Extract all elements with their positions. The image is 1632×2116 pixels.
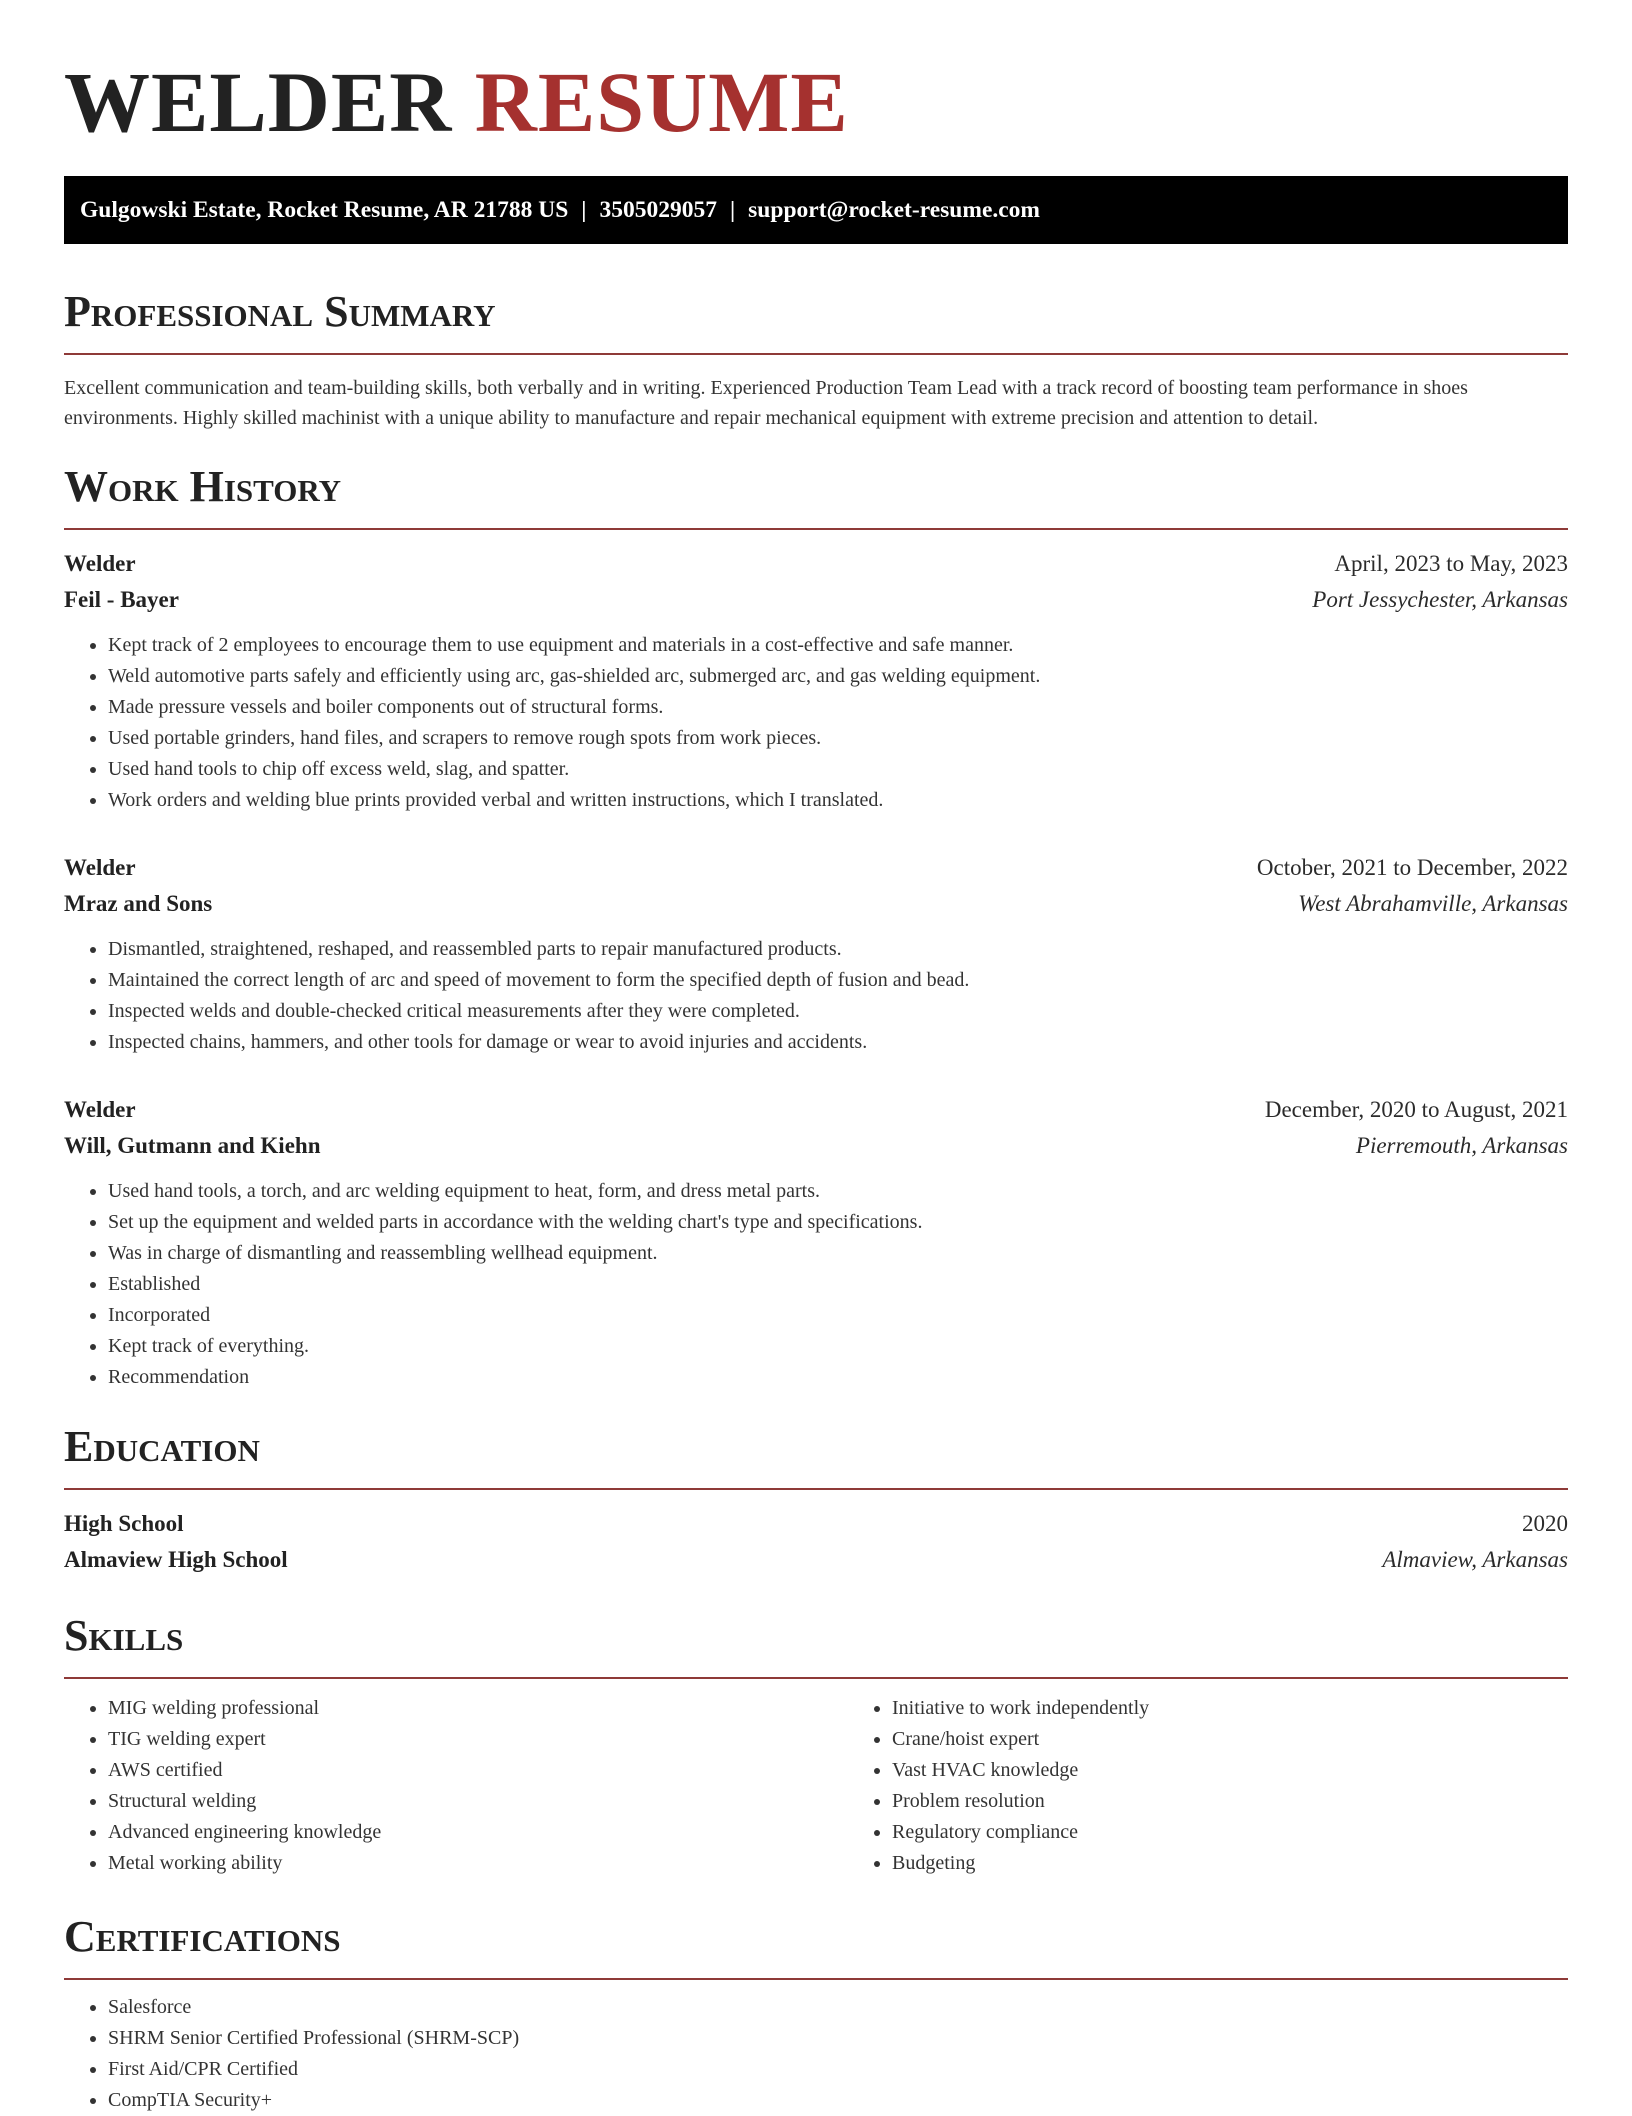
job-duty: • Used hand tools to chip off excess weld, slag, and spatter. — [108, 754, 1568, 785]
certification-item: • SHRM Senior Certified Professional (SHRM-SCP) — [108, 2023, 1568, 2054]
section-heading-skills: Skills — [64, 1611, 184, 1660]
job-company-row — [64, 582, 1568, 618]
section-heading-education: Education — [64, 1422, 260, 1471]
job-duty: • Established — [108, 1269, 1568, 1300]
skill-item: • Advanced engineering knowledge — [108, 1817, 848, 1848]
job-duty: • Kept track of everything. — [108, 1331, 1568, 1362]
education-degree-row — [64, 1506, 1568, 1542]
skill-item: • TIG welding expert — [108, 1724, 848, 1755]
job-duty: • Made pressure vessels and boiler components out of structural forms. — [108, 692, 1568, 723]
job-duty: • Dismantled, straightened, reshaped, and reassembled parts to repair manufactured products. — [108, 934, 1568, 965]
section-divider — [64, 1488, 1568, 1490]
certification-item: • First Aid/CPR Certified — [108, 2054, 1568, 2085]
job-title: Welder — [64, 855, 136, 880]
skill-item: • Regulatory compliance — [892, 1817, 1568, 1848]
job-header-row — [64, 546, 1568, 582]
job-duty: • Set up the equipment and welded parts in accordance with the welding chart's type and specifications. — [108, 1207, 1568, 1238]
certification-item: • Salesforce — [108, 1992, 1568, 2023]
skill-item: • AWS certified — [108, 1755, 848, 1786]
professional-summary-section — [64, 284, 1568, 433]
resume-title — [64, 52, 1568, 152]
section-heading-work: Work History — [64, 462, 342, 511]
education-degree: High School — [64, 1511, 184, 1536]
job-duty: • Recommendation — [108, 1362, 1568, 1393]
skill-item: • Vast HVAC knowledge — [892, 1755, 1568, 1786]
job-title: Welder — [64, 551, 136, 576]
skills-section — [64, 1608, 1568, 1879]
education-school: Almaview High School — [64, 1547, 288, 1572]
job-duties — [64, 630, 1568, 816]
skill-item: • Crane/hoist expert — [892, 1724, 1568, 1755]
education-section — [64, 1419, 1568, 1578]
job-location: Pierremouth, Arkansas — [1355, 1133, 1568, 1158]
job-duty: • Was in charge of dismantling and reassembling wellhead equipment. — [108, 1238, 1568, 1269]
title-main: WELDER — [64, 54, 453, 150]
section-divider — [64, 1978, 1568, 1980]
job-company-row — [64, 886, 1568, 922]
job-company: Will, Gutmann and Kiehn — [64, 1133, 321, 1158]
job-duties — [64, 1176, 1568, 1393]
skill-item: • Problem resolution — [892, 1786, 1568, 1817]
job-entry — [64, 850, 1568, 1058]
education-entry — [64, 1506, 1568, 1578]
job-location: West Abrahamville, Arkansas — [1298, 891, 1568, 916]
summary-text: Excellent communication and team-building skills, both verbally and in writing. Experienced Production Team Lead with a track record of boosting team performance in shoes environments. Highly skilled machinist with a unique ability to manufacture and repair mechanical equipment with extreme precision and attention to detail. — [64, 377, 1468, 429]
certifications-section — [64, 1909, 1568, 2116]
job-duty: • Kept track of 2 employees to encourage them to use equipment and materials in a cost-effective and safe manner. — [108, 630, 1568, 661]
skills-columns — [64, 1693, 1568, 1879]
skill-item: • Metal working ability — [108, 1848, 848, 1879]
skills-list-right — [848, 1693, 1568, 1879]
skill-item: • Initiative to work independently — [892, 1693, 1568, 1724]
skills-list-left — [64, 1693, 848, 1879]
education-location: Almaview, Arkansas — [1382, 1547, 1568, 1572]
contact-phone: 3505029057 — [599, 197, 717, 223]
contact-address: Gulgowski Estate, Rocket Resume, AR 21788 US — [80, 197, 569, 223]
section-divider — [64, 528, 1568, 530]
job-duty: • Inspected chains, hammers, and other tools for damage or wear to avoid injuries and accidents. — [108, 1027, 1568, 1058]
job-location: Port Jessychester, Arkansas — [1312, 587, 1568, 612]
education-year: 2020 — [1522, 1511, 1568, 1536]
skill-item: • Budgeting — [892, 1848, 1568, 1879]
contact-bar — [64, 176, 1568, 244]
job-dates: October, 2021 to December, 2022 — [1256, 855, 1568, 880]
job-entry — [64, 1092, 1568, 1393]
job-dates: April, 2023 to May, 2023 — [1334, 551, 1568, 576]
section-divider — [64, 1677, 1568, 1679]
contact-separator: | — [581, 197, 587, 223]
work-history-section — [64, 459, 1568, 1393]
job-duty: • Inspected welds and double-checked critical measurements after they were completed. — [108, 996, 1568, 1027]
education-school-row — [64, 1542, 1568, 1578]
job-company: Feil - Bayer — [64, 587, 179, 612]
job-company-row — [64, 1128, 1568, 1164]
contact-email: support@rocket-resume.com — [748, 197, 1041, 223]
job-duty: • Incorporated — [108, 1300, 1568, 1331]
job-duty: • Weld automotive parts safely and efficiently using arc, gas-shielded arc, submerged arc, and gas welding equipment. — [108, 661, 1568, 692]
section-divider — [64, 353, 1568, 355]
job-dates: December, 2020 to August, 2021 — [1264, 1097, 1568, 1122]
certification-item: • CompTIA Security+ — [108, 2085, 1568, 2116]
certifications-list — [64, 1992, 1568, 2116]
job-duties — [64, 934, 1568, 1058]
contact-separator: | — [729, 197, 736, 223]
title-accent: RESUME — [474, 54, 849, 150]
section-heading-summary: Professional Summary — [64, 287, 496, 336]
job-duty: • Used portable grinders, hand files, and scrapers to remove rough spots from work pieces. — [108, 723, 1568, 754]
job-duty: • Used hand tools, a torch, and arc welding equipment to heat, form, and dress metal parts. — [108, 1176, 1568, 1207]
job-duty: • Maintained the correct length of arc and speed of movement to form the specified depth of fusion and bead. — [108, 965, 1568, 996]
job-header-row — [64, 1092, 1568, 1128]
job-entry — [64, 546, 1568, 816]
section-heading-certifications: Certifications — [64, 1912, 341, 1961]
job-company: Mraz and Sons — [64, 891, 213, 916]
job-title: Welder — [64, 1097, 136, 1122]
job-header-row — [64, 850, 1568, 886]
skill-item: • Structural welding — [108, 1786, 848, 1817]
skill-item: • MIG welding professional — [108, 1693, 848, 1724]
job-duty: • Work orders and welding blue prints provided verbal and written instructions, which I translated. — [108, 785, 1568, 816]
